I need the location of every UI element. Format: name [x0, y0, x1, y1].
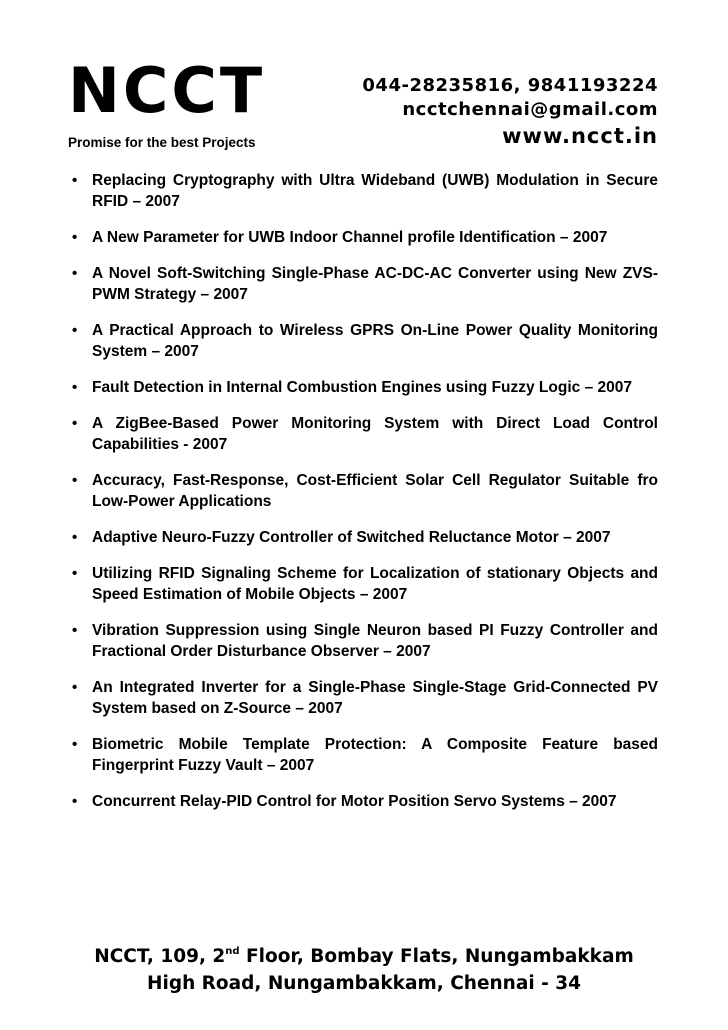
- project-title: Biometric Mobile Template Protection: A Composite Feature based Fingerprint Fuzzy Vault – 2007: [92, 736, 658, 774]
- project-title: A Novel Soft-Switching Single-Phase AC-DC-AC Converter using New ZVS-PWM Strategy – 2007: [92, 265, 658, 303]
- website-url: www.ncct.in: [502, 124, 658, 148]
- address-part: Floor, Bombay Flats, Nungambakkam: [239, 946, 634, 967]
- ordinal-suffix: nd: [225, 946, 240, 957]
- project-title: Accuracy, Fast-Response, Cost-Efficient Solar Cell Regulator Suitable fro Low-Power Applications: [92, 472, 658, 510]
- bullet-icon: •: [72, 172, 78, 189]
- list-item: [72, 320, 658, 362]
- project-title: An Integrated Inverter for a Single-Phase Single-Stage Grid-Connected PV System based on Z-Source – 2007: [92, 679, 658, 717]
- list-item: [72, 170, 658, 212]
- bullet-icon: •: [72, 415, 78, 432]
- contact-block: [362, 74, 658, 150]
- tagline: Promise for the best Projects: [68, 135, 256, 150]
- list-item: [72, 563, 658, 605]
- address-line-2: High Road, Nungambakkam, Chennai - 34: [147, 973, 581, 994]
- bullet-icon: •: [72, 565, 78, 582]
- ncct-logo: NCCT: [68, 54, 266, 127]
- list-item: [72, 377, 658, 398]
- project-title: A New Parameter for UWB Indoor Channel profile Identification – 2007: [92, 229, 608, 246]
- list-item: [72, 791, 658, 812]
- bullet-icon: •: [72, 322, 78, 339]
- project-list: [72, 170, 658, 827]
- project-title: A Practical Approach to Wireless GPRS On-Line Power Quality Monitoring System – 2007: [92, 322, 658, 360]
- list-item: [72, 263, 658, 305]
- project-title: A ZigBee-Based Power Monitoring System with Direct Load Control Capabilities - 2007: [92, 415, 658, 453]
- list-item: [72, 677, 658, 719]
- address-line-1: [0, 938, 728, 970]
- list-item: [72, 470, 658, 512]
- bullet-icon: •: [72, 793, 78, 810]
- bullet-icon: •: [72, 472, 78, 489]
- bullet-icon: •: [72, 736, 78, 753]
- project-title: Adaptive Neuro-Fuzzy Controller of Switched Reluctance Motor – 2007: [92, 529, 611, 546]
- bullet-icon: •: [72, 622, 78, 639]
- bullet-icon: •: [72, 379, 78, 396]
- bullet-icon: •: [72, 265, 78, 282]
- list-item: [72, 413, 658, 455]
- phone-numbers: 044-28235816, 9841193224: [362, 75, 658, 96]
- email-address: ncctchennai@gmail.com: [402, 99, 658, 120]
- bullet-icon: •: [72, 529, 78, 546]
- project-title: Replacing Cryptography with Ultra Wideband (UWB) Modulation in Secure RFID – 2007: [92, 172, 658, 210]
- address-footer: [0, 938, 728, 997]
- list-item: [72, 527, 658, 548]
- list-item: [72, 620, 658, 662]
- bullet-icon: •: [72, 679, 78, 696]
- project-title: Utilizing RFID Signaling Scheme for Localization of stationary Objects and Speed Estimation of Mobile Objects – 2007: [92, 565, 658, 603]
- address-part: NCCT, 109, 2: [94, 946, 226, 967]
- list-item: [72, 227, 658, 248]
- project-title: Vibration Suppression using Single Neuron based PI Fuzzy Controller and Fractional Order Disturbance Observer – 2007: [92, 622, 658, 660]
- project-title: Concurrent Relay-PID Control for Motor Position Servo Systems – 2007: [92, 793, 617, 810]
- list-item: [72, 734, 658, 776]
- bullet-icon: •: [72, 229, 78, 246]
- project-title: Fault Detection in Internal Combustion Engines using Fuzzy Logic – 2007: [92, 379, 632, 396]
